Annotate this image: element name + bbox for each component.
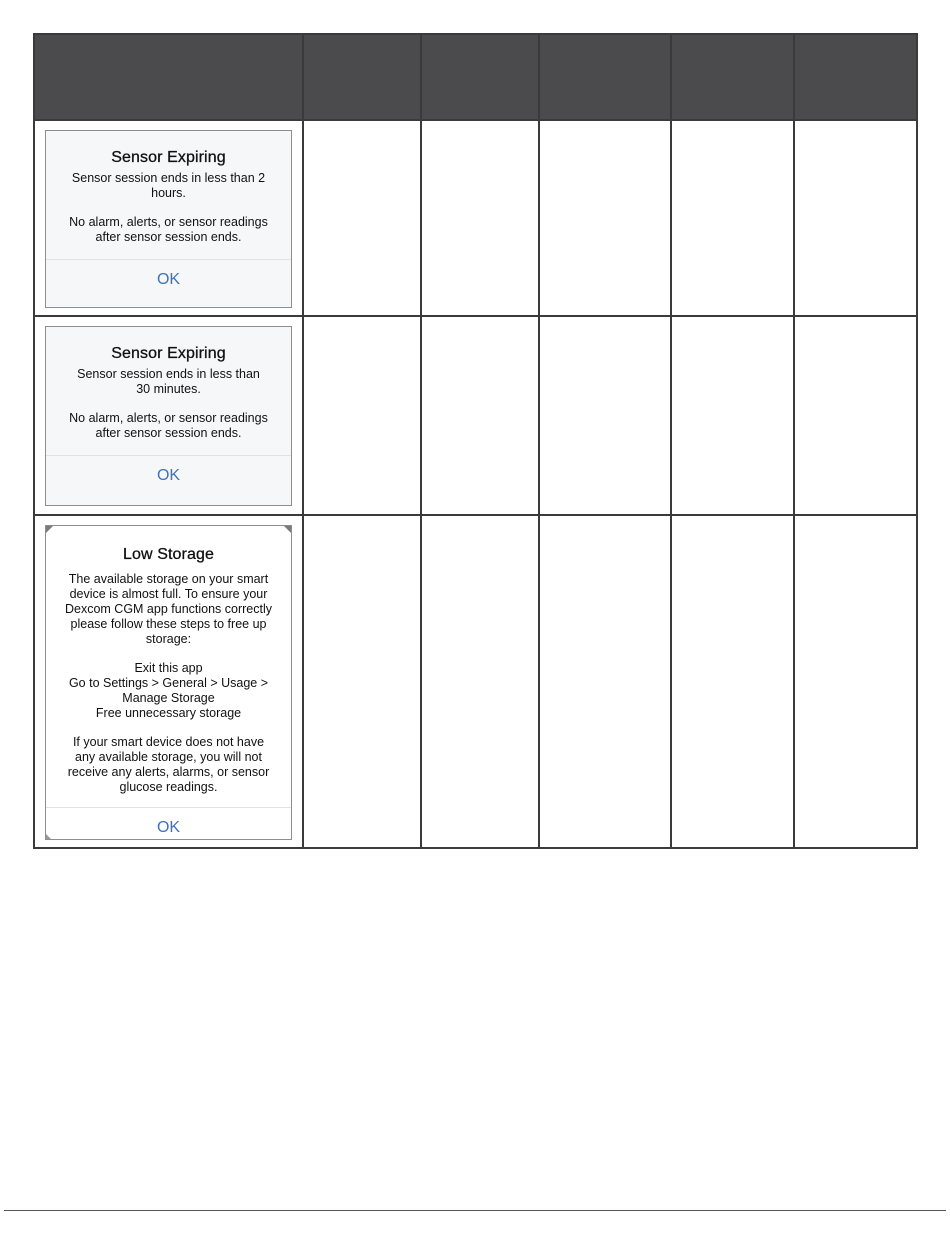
table-cell [421, 515, 539, 848]
table-cell [539, 316, 671, 515]
table-cell [671, 316, 794, 515]
dialog-body [46, 572, 291, 795]
dialog-text: Sensor session ends in less than 30 minutes. [77, 367, 260, 396]
table-cell [34, 316, 303, 515]
ok-button[interactable]: OK [156, 819, 181, 836]
ok-button[interactable]: OK [156, 467, 181, 484]
header-cell [671, 34, 794, 120]
footer-divider [4, 1210, 946, 1211]
table-row [34, 316, 917, 515]
corner-mark [46, 526, 53, 533]
sensor-expiring-2h-dialog [45, 130, 292, 308]
header-cell [794, 34, 917, 120]
dialog-title: Sensor Expiring [111, 345, 226, 362]
table-cell [539, 515, 671, 848]
dialog-title: Sensor Expiring [111, 149, 226, 166]
dialog-steps: Exit this app Go to Settings > General > Usage > Manage Storage Free unnecessary storage [68, 661, 269, 720]
dialog-body [46, 171, 291, 245]
table-cell [794, 515, 917, 848]
table-cell [539, 120, 671, 316]
corner-mark [284, 526, 291, 533]
table-row [34, 515, 917, 848]
dialog-text: The available storage on your smart device is almost full. To ensure your Dexcom CGM app functions correctly please follow these steps to free up storage: [64, 572, 272, 646]
table-header-row [34, 34, 917, 120]
alerts-table [33, 33, 918, 849]
table-cell [794, 120, 917, 316]
table-cell [421, 120, 539, 316]
dialog-text: No alarm, alerts, or sensor readings after sensor session ends. [69, 411, 268, 440]
table-cell [671, 120, 794, 316]
sensor-expiring-30m-dialog [45, 326, 292, 506]
header-cell [34, 34, 303, 120]
dialog-text: If your smart device does not have any available storage, you will not receive any alerts, alarms, or sensor glucose readings. [67, 735, 270, 794]
dialog-title: Low Storage [123, 546, 214, 563]
low-storage-dialog [45, 525, 292, 840]
dialog-body [46, 367, 291, 441]
ok-button[interactable]: OK [156, 271, 181, 288]
header-cell [303, 34, 421, 120]
table-cell [34, 120, 303, 316]
table-cell [421, 316, 539, 515]
table-cell [671, 515, 794, 848]
table-cell [794, 316, 917, 515]
corner-mark [46, 834, 51, 839]
table-cell [303, 120, 421, 316]
dialog-text: Sensor session ends in less than 2 hours. [71, 171, 266, 200]
header-cell [421, 34, 539, 120]
table-row [34, 120, 917, 316]
header-cell [539, 34, 671, 120]
table-cell [303, 515, 421, 848]
table-cell [303, 316, 421, 515]
table-cell [34, 515, 303, 848]
dialog-text: No alarm, alerts, or sensor readings after sensor session ends. [69, 215, 268, 244]
